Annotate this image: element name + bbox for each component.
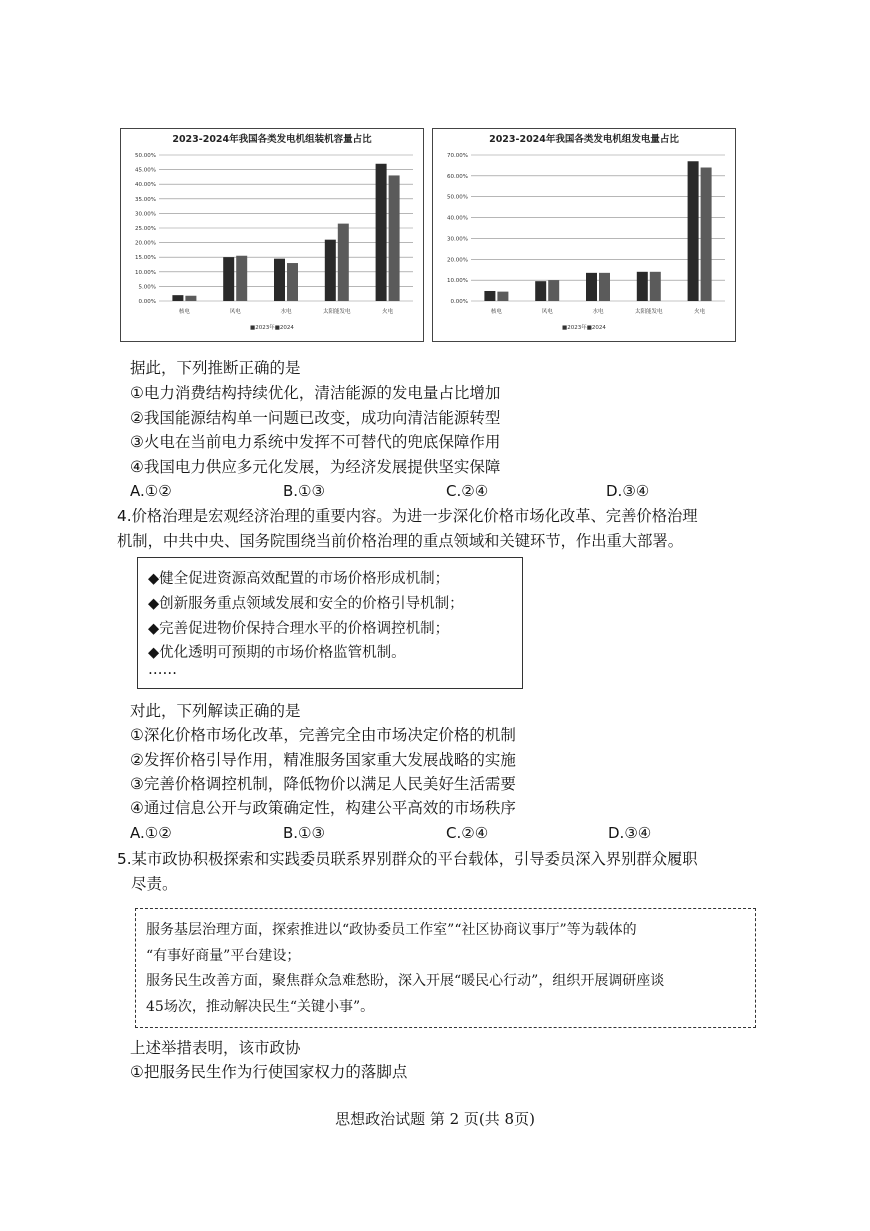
x-category-label: 火电	[382, 309, 394, 315]
x-category-label: 风电	[229, 309, 241, 315]
q4-option-c: C.②④	[446, 824, 489, 842]
y-tick-label: 60.00%	[447, 173, 468, 180]
q4-item-3: ③完善价格调控机制，降低物价以满足人民美好生活需要	[130, 775, 516, 793]
q3-item-3: ③火电在当前电力系统中发挥不可替代的兜底保障作用	[130, 433, 501, 451]
y-tick-label: 30.00%	[135, 211, 156, 218]
x-category-label: 水电	[592, 309, 604, 315]
y-tick-label: 70.00%	[447, 153, 468, 159]
bar-2024-3	[650, 272, 661, 301]
q4-item-2: ②发挥价格引导作用，精准服务国家重大发展战略的实施	[130, 751, 516, 769]
bar-2024-0	[185, 296, 196, 301]
chart-power-generation	[432, 128, 736, 342]
y-tick-label: 50.00%	[135, 153, 156, 159]
bar-2024-1	[548, 280, 559, 301]
bar-2023-2	[274, 259, 285, 301]
y-tick-label: 50.00%	[447, 194, 468, 201]
chart-title: 2023-2024年我国各类发电机组发电量占比	[489, 134, 679, 145]
chart-legend: ■2023年■2024	[250, 325, 294, 331]
x-category-label: 风电	[541, 309, 553, 315]
q4-item-1: ①深化价格市场化改革，完善完全由市场决定价格的机制	[130, 726, 516, 744]
q3-item-2: ②我国能源结构单一问题已改变，成功向清洁能源转型	[130, 409, 501, 427]
bar-2024-3	[338, 224, 349, 301]
q3-option-d: D.③④	[606, 482, 650, 500]
bar-2024-2	[599, 273, 610, 301]
chart-legend: ■2023年■2024	[562, 325, 606, 331]
q3-item-4: ④我国电力供应多元化发展，为经济发展提供坚实保障	[130, 458, 501, 476]
q4-option-d: D.③④	[608, 824, 652, 842]
q5-box-line-3: 服务民生改善方面，聚焦群众急难愁盼，深入开展“暖民心行动”，组织开展调研座谈	[146, 973, 665, 989]
x-category-label: 火电	[694, 309, 706, 315]
q4-box-line-4: ◆优化透明可预期的市场价格监管机制。	[148, 645, 406, 661]
y-tick-label: 0.00%	[138, 299, 156, 305]
q5-box-line-2: “有事好商量”平台建设；	[146, 948, 301, 964]
q5-stem-line1: 5.某市政协积极探索和实践委员联系界别群众的平台载体，引导委员深入界别群众履职	[117, 850, 698, 868]
q5-box-line-4: 45场次，推动解决民生“关键小事”。	[146, 999, 375, 1015]
y-tick-label: 15.00%	[135, 255, 156, 262]
bar-2024-4	[701, 168, 712, 301]
q3-stem: 据此，下列推断正确的是	[130, 359, 301, 377]
x-category-label: 太阳能发电	[635, 309, 663, 315]
q4-option-a: A.①②	[130, 824, 172, 842]
bar-2024-0	[497, 292, 508, 301]
q4-option-b: B.①③	[283, 824, 325, 842]
q4-item-4: ④通过信息公开与政策确定性，构建公平高效的市场秩序	[130, 799, 516, 817]
q4-box-line-3: ◆完善促进物价保持合理水平的价格调控机制；	[148, 621, 450, 637]
q4-box-line-1: ◆健全促进资源高效配置的市场价格形成机制；	[148, 571, 450, 587]
q5-item-1: ①把服务民生作为行使国家权力的落脚点	[130, 1063, 408, 1081]
x-category-label: 水电	[280, 309, 292, 315]
bar-2023-0	[484, 291, 495, 301]
bar-2023-3	[325, 240, 336, 301]
q4-box-line-2: ◆创新服务重点领域发展和安全的价格引导机制；	[148, 596, 464, 612]
x-category-label: 核电	[490, 309, 502, 315]
bar-2023-4	[688, 161, 699, 301]
q3-option-c: C.②④	[446, 482, 489, 500]
q4-question: 对此，下列解读正确的是	[130, 702, 301, 720]
q5-material-box	[135, 908, 756, 1028]
y-tick-label: 40.00%	[447, 215, 468, 222]
y-tick-label: 40.00%	[135, 182, 156, 189]
y-tick-label: 30.00%	[447, 236, 468, 243]
q5-stem-line2: 尽责。	[131, 875, 178, 893]
bar-2023-1	[535, 281, 546, 301]
q4-box-line-5: ……	[148, 662, 177, 678]
y-tick-label: 20.00%	[135, 240, 156, 247]
y-tick-label: 5.00%	[138, 284, 156, 291]
q4-stem-line1: 4.价格治理是宏观经济治理的重要内容。为进一步深化价格市场化改革、完善价格治理	[117, 507, 698, 525]
bar-2024-1	[236, 256, 247, 301]
y-tick-label: 25.00%	[135, 226, 156, 232]
q3-item-1: ①电力消费结构持续优化，清洁能源的发电量占比增加	[130, 384, 501, 402]
y-tick-label: 45.00%	[135, 167, 156, 174]
chart-installed-capacity	[120, 128, 424, 342]
q3-option-a: A.①②	[130, 482, 172, 500]
bar-2023-3	[637, 272, 648, 301]
bar-2023-1	[223, 257, 234, 301]
bar-2023-4	[376, 164, 387, 301]
q4-material-box	[137, 557, 523, 689]
q3-option-b: B.①③	[283, 482, 325, 500]
page-footer: 思想政治试题 第 2 页(共 8页)	[335, 1110, 535, 1128]
y-tick-label: 35.00%	[135, 196, 156, 203]
y-tick-label: 10.00%	[135, 269, 156, 276]
q5-box-line-1: 服务基层治理方面，探索推进以“政协委员工作室”“社区协商议事厅”等为载体的	[146, 922, 637, 938]
bar-2023-2	[586, 273, 597, 301]
q5-question: 上述举措表明，该市政协	[130, 1039, 301, 1057]
x-category-label: 核电	[178, 309, 190, 315]
chart-title: 2023-2024年我国各类发电机组装机容量占比	[172, 134, 372, 145]
q4-stem-line2: 机制，中共中央、国务院围绕当前价格治理的重点领域和关键环节，作出重大部署。	[117, 532, 683, 550]
bar-2023-0	[172, 295, 183, 301]
y-tick-label: 20.00%	[447, 257, 468, 264]
chart-power-generation-svg	[433, 129, 735, 341]
y-tick-label: 10.00%	[447, 278, 468, 285]
x-category-label: 太阳能发电	[323, 309, 351, 315]
bar-2024-4	[389, 175, 400, 301]
bar-2024-2	[287, 263, 298, 301]
chart-installed-capacity-svg	[121, 129, 423, 341]
y-tick-label: 0.00%	[450, 299, 468, 305]
